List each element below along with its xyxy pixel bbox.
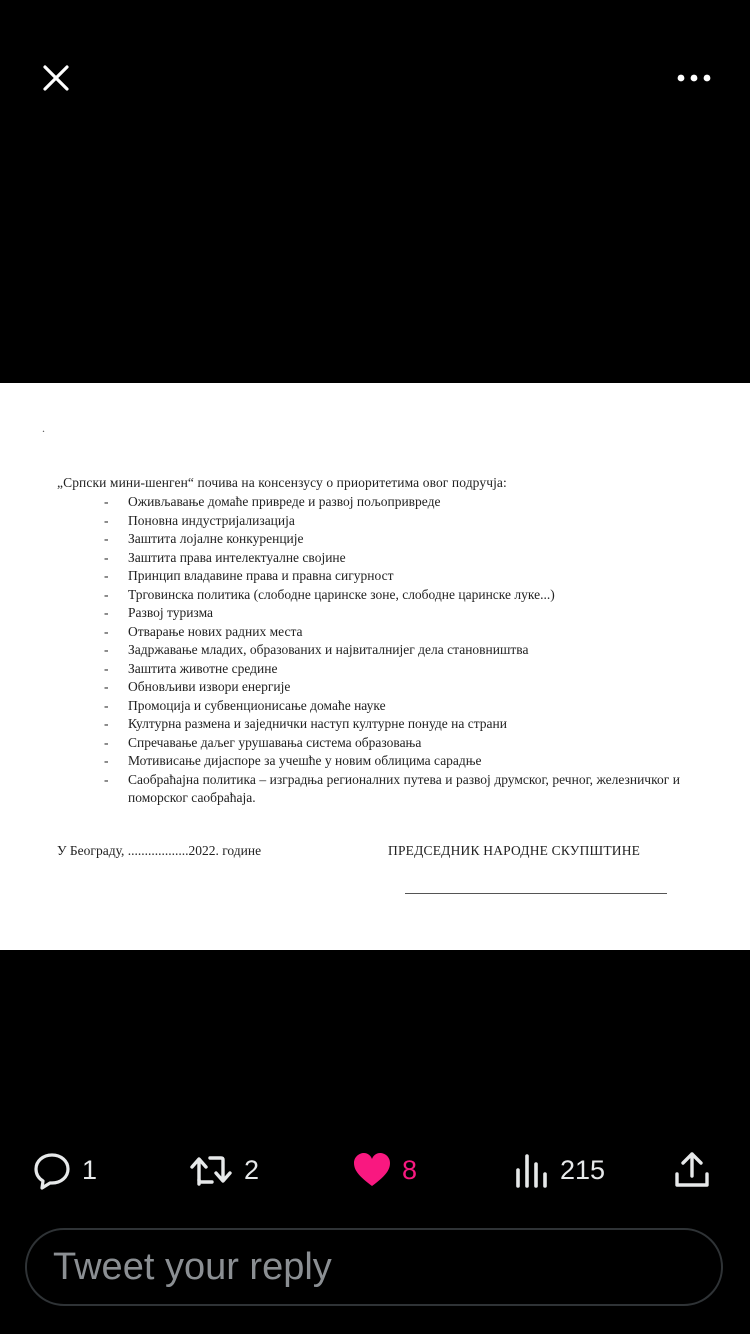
document-signatory-title: ПРЕДСЕДНИК НАРОДНЕ СКУПШТИНЕ bbox=[388, 843, 641, 858]
document-priority-list bbox=[100, 493, 680, 808]
more-horizontal-icon bbox=[676, 73, 712, 83]
list-item-text: Принцип владавине права и правна сигурност bbox=[128, 568, 394, 583]
views-button[interactable] bbox=[514, 1140, 605, 1200]
list-item-text: Развој туризма bbox=[128, 605, 214, 620]
document-list-item bbox=[100, 530, 680, 549]
close-button[interactable] bbox=[28, 50, 84, 106]
reply-count: 1 bbox=[82, 1154, 98, 1185]
document-list-item bbox=[100, 734, 680, 753]
document-list-item bbox=[100, 567, 680, 586]
media-viewer-topbar bbox=[0, 0, 750, 150]
list-item-text: Заштита права интелектуалне својине bbox=[128, 549, 346, 565]
list-dash: - bbox=[104, 679, 109, 694]
reply-composer[interactable] bbox=[25, 1228, 723, 1306]
document-list-item bbox=[100, 771, 680, 808]
list-dash: - bbox=[104, 716, 109, 731]
scan-mark: . bbox=[42, 421, 45, 435]
list-item-text: Заштита лојалне конкуренције bbox=[128, 531, 304, 546]
tweet-media-image[interactable] bbox=[0, 383, 750, 950]
list-item-text: Оживљавање домаће привреде и развој пољопривреде bbox=[128, 494, 441, 509]
list-dash: - bbox=[104, 642, 109, 657]
document-intro: „Српски мини-шенген“ почива на консензусу о приоритетима овог подручја: bbox=[57, 475, 507, 490]
list-item-text: Поновна индустријализација bbox=[128, 512, 295, 528]
document-list-item bbox=[100, 715, 680, 734]
list-item-text: Саобраћајна политика – изградња регионалних путева и развој друмског, речног, железничког и поморског саобраћаја. bbox=[128, 771, 680, 805]
document-list-item bbox=[100, 493, 680, 512]
document-place-date: У Београду, ..................2022. године bbox=[57, 843, 262, 858]
list-dash: - bbox=[104, 771, 109, 787]
like-button[interactable] bbox=[352, 1140, 417, 1200]
heart-filled-icon bbox=[352, 1151, 392, 1189]
list-item-text: Обновљиви извори енергије bbox=[128, 679, 291, 694]
list-dash: - bbox=[104, 531, 109, 546]
reply-button[interactable] bbox=[32, 1140, 97, 1200]
list-dash: - bbox=[104, 697, 109, 713]
retweet-icon bbox=[188, 1150, 234, 1190]
signature-line bbox=[405, 893, 667, 894]
retweet-count: 2 bbox=[244, 1154, 260, 1185]
document-list-item bbox=[100, 697, 680, 716]
list-dash: - bbox=[104, 660, 109, 676]
list-item-text: Мотивисање дијаспоре за учешће у новим облицима сарадње bbox=[128, 753, 482, 768]
document-list-item bbox=[100, 660, 680, 679]
retweet-button[interactable] bbox=[188, 1140, 259, 1200]
document-list-item bbox=[100, 549, 680, 568]
list-dash: - bbox=[104, 623, 109, 639]
list-item-text: Трговинска политика (слободне царинске зоне, слободне царинске луке...) bbox=[128, 586, 555, 602]
reply-bubble-icon bbox=[32, 1150, 72, 1190]
list-dash: - bbox=[104, 512, 109, 528]
close-icon bbox=[41, 63, 71, 93]
list-dash: - bbox=[104, 568, 109, 583]
document-list-item bbox=[100, 641, 680, 660]
list-item-text: Задржавање младих, образованих и највиталнијег дела становништва bbox=[128, 642, 529, 657]
document-list-item bbox=[100, 586, 680, 605]
list-dash: - bbox=[104, 605, 109, 620]
list-dash: - bbox=[104, 549, 109, 565]
more-options-button[interactable] bbox=[666, 50, 722, 106]
document-list-item bbox=[100, 512, 680, 531]
share-button[interactable] bbox=[672, 1140, 712, 1200]
list-dash: - bbox=[104, 586, 109, 602]
list-item-text: Промоција и субвенционисање домаће науке bbox=[128, 697, 386, 713]
document-list-item bbox=[100, 678, 680, 697]
document-list-item bbox=[100, 604, 680, 623]
share-upload-icon bbox=[672, 1150, 712, 1190]
list-dash: - bbox=[104, 734, 109, 750]
list-item-text: Спречавање даљег урушавања система образовања bbox=[128, 734, 422, 750]
analytics-bars-icon bbox=[514, 1150, 550, 1190]
document-list-item bbox=[100, 623, 680, 642]
list-dash: - bbox=[104, 494, 109, 509]
list-item-text: Отварање нових радних места bbox=[128, 623, 303, 639]
document-list-item bbox=[100, 752, 680, 771]
views-count: 215 bbox=[560, 1154, 606, 1185]
reply-input[interactable] bbox=[51, 1245, 695, 1290]
like-count: 8 bbox=[402, 1154, 418, 1185]
list-item-text: Културна размена и заједнички наступ културне понуде на страни bbox=[128, 716, 507, 731]
list-dash: - bbox=[104, 753, 109, 768]
list-item-text: Заштита животне средине bbox=[128, 660, 278, 676]
tweet-action-bar bbox=[0, 1140, 750, 1200]
